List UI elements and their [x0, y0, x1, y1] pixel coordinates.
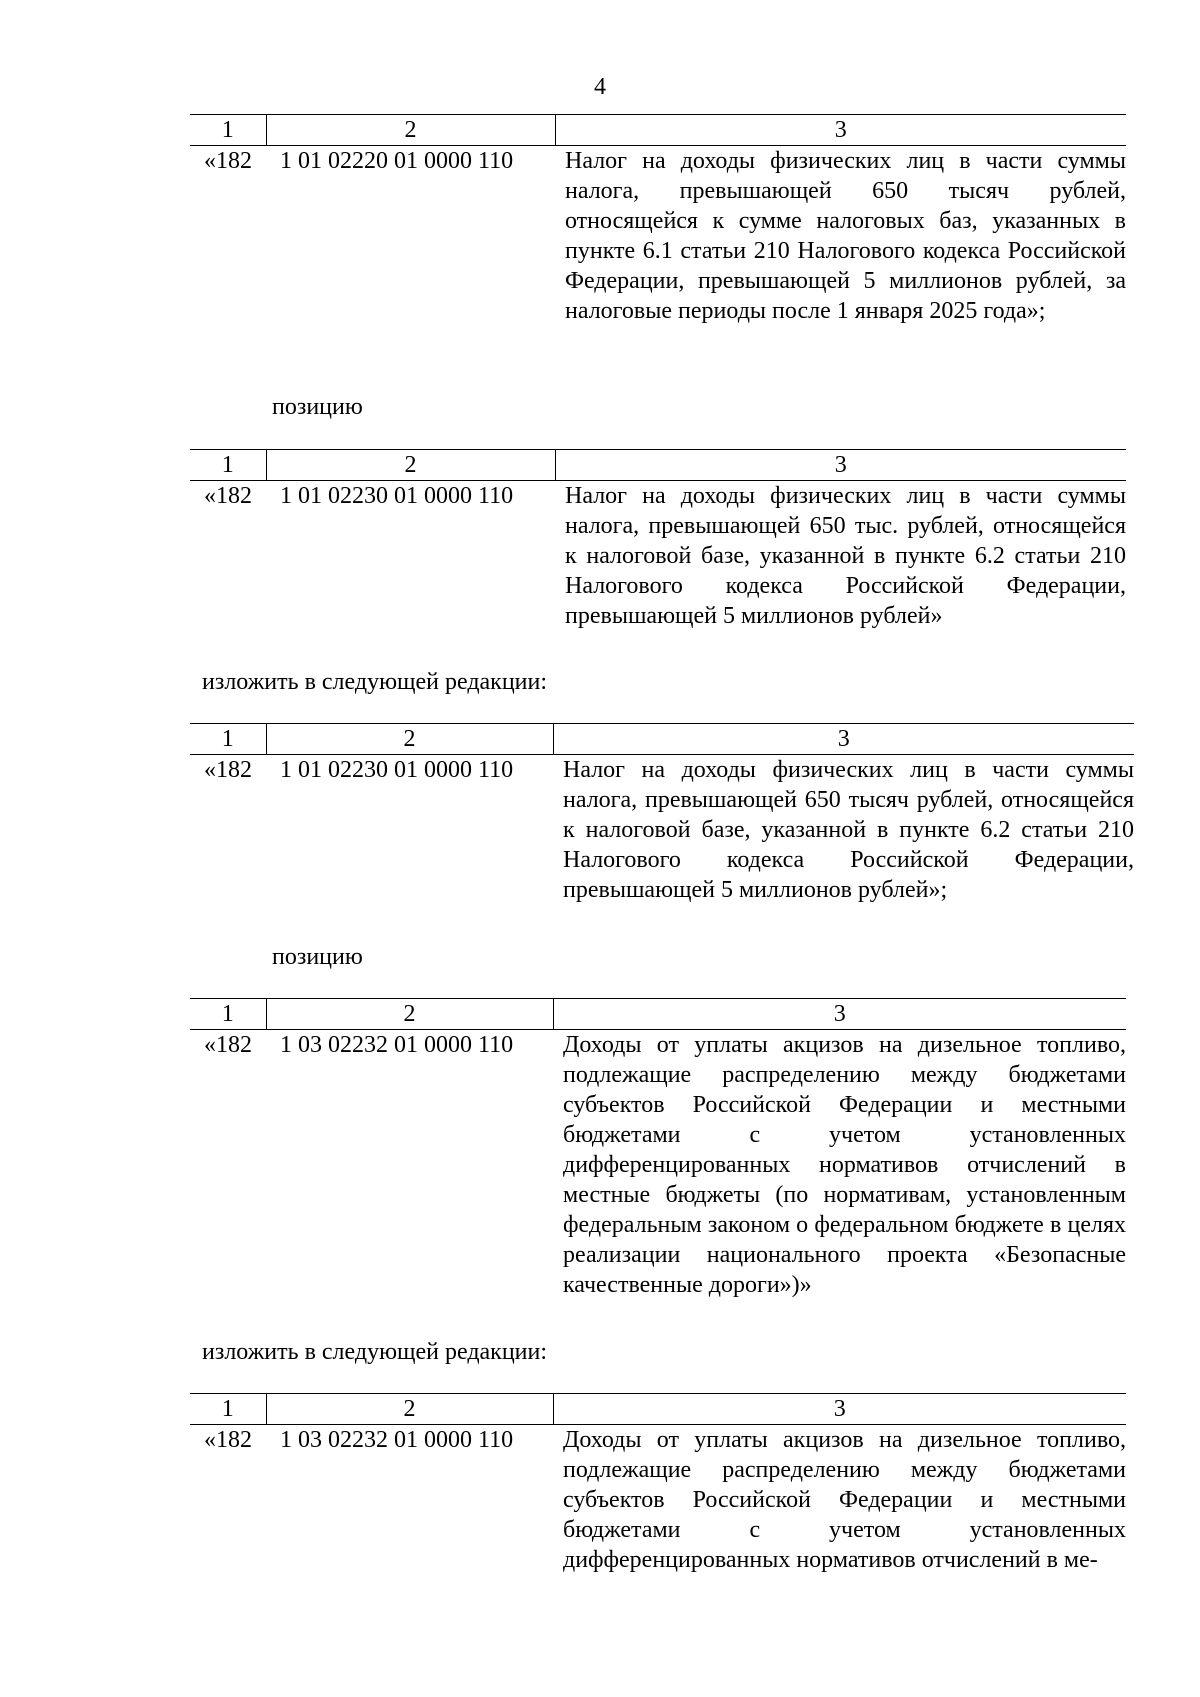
code-table-4 — [190, 998, 1126, 1300]
paragraph-new-edition: изложить в следующей редакции: — [202, 669, 548, 695]
header-col-2: 2 — [266, 999, 553, 1030]
header-col-2: 2 — [266, 724, 553, 755]
header-col-1: 1 — [190, 450, 266, 481]
code-table-5 — [190, 1393, 1126, 1575]
table-header-row — [190, 724, 1134, 755]
table-row — [190, 481, 1126, 632]
header-col-3: 3 — [555, 450, 1126, 481]
header-col-3: 3 — [553, 1394, 1126, 1425]
description-cell: Налог на доходы физических лиц в части суммы налога, превышающей 650 тысяч рублей, относящейся к налоговой базе, указанной в пункте 6.2 статьи 210 Налогового кодекса Российской Федерации, превышающей 5 миллионов рублей»; — [563, 757, 1134, 903]
classification-code-cell: 1 01 02230 01 0000 110 — [280, 483, 514, 509]
description-cell: Доходы от уплаты акцизов на дизельное топливо, подлежащие распределению между бюджетами субъектов Российской Федерации и местными бюджетами с учетом установленных дифференцированных нормативов отчислений в ме- — [563, 1427, 1126, 1573]
table-row — [190, 755, 1134, 906]
admin-code-cell: «182 — [204, 757, 252, 783]
header-col-2: 2 — [266, 1394, 553, 1425]
description-cell: Налог на доходы физических лиц в части суммы налога, превышающей 650 тысяч рублей, относящейся к сумме налоговых баз, указанных в пункте 6.1 статьи 210 Налогового кодекса Российской Федерации, превышающей 5 миллионов рублей, за налоговые периоды после 1 января 2025 года»; — [565, 148, 1126, 324]
header-col-2: 2 — [266, 115, 555, 146]
header-col-2: 2 — [266, 450, 555, 481]
table-header-row — [190, 1394, 1126, 1425]
table-row — [190, 1425, 1126, 1576]
classification-code-cell: 1 01 02230 01 0000 110 — [280, 757, 514, 783]
code-table-1 — [190, 114, 1126, 326]
table-row — [190, 146, 1126, 327]
classification-code-cell: 1 03 02232 01 0000 110 — [280, 1032, 514, 1058]
header-col-3: 3 — [553, 724, 1134, 755]
admin-code-cell: «182 — [204, 1427, 252, 1453]
paragraph-new-edition: изложить в следующей редакции: — [202, 1339, 548, 1365]
description-cell: Доходы от уплаты акцизов на дизельное топливо, подлежащие распределению между бюджетами субъектов Российской Федерации и местными бюджетами с учетом установленных дифференцированных нормативов отчислений в местные бюджеты (по нормативам, установленным федеральным законом о федеральном бюджете в целях реализации национального проекта «Безопасные качественные дороги»)» — [563, 1032, 1126, 1298]
table-header-row — [190, 115, 1126, 146]
paragraph-position: позицию — [272, 944, 363, 970]
header-col-1: 1 — [190, 999, 266, 1030]
header-col-1: 1 — [190, 1394, 266, 1425]
code-table-3 — [190, 723, 1134, 905]
table-header-row — [190, 450, 1126, 481]
paragraph-position: позицию — [272, 394, 363, 420]
header-col-1: 1 — [190, 115, 266, 146]
classification-code-cell: 1 01 02220 01 0000 110 — [280, 148, 514, 174]
admin-code-cell: «182 — [204, 1032, 252, 1058]
classification-code-cell: 1 03 02232 01 0000 110 — [280, 1427, 514, 1453]
admin-code-cell: «182 — [204, 483, 252, 509]
code-table-2 — [190, 449, 1126, 631]
admin-code-cell: «182 — [204, 148, 252, 174]
table-header-row — [190, 999, 1126, 1030]
page-number: 4 — [594, 74, 606, 100]
header-col-3: 3 — [555, 115, 1126, 146]
header-col-1: 1 — [190, 724, 266, 755]
description-cell: Налог на доходы физических лиц в части суммы налога, превышающей 650 тыс. рублей, относящейся к налоговой базе, указанной в пункте 6.2 статьи 210 Налогового кодекса Российской Федерации, превышающей 5 миллионов рублей» — [565, 483, 1126, 629]
table-row — [190, 1030, 1126, 1301]
header-col-3: 3 — [553, 999, 1126, 1030]
